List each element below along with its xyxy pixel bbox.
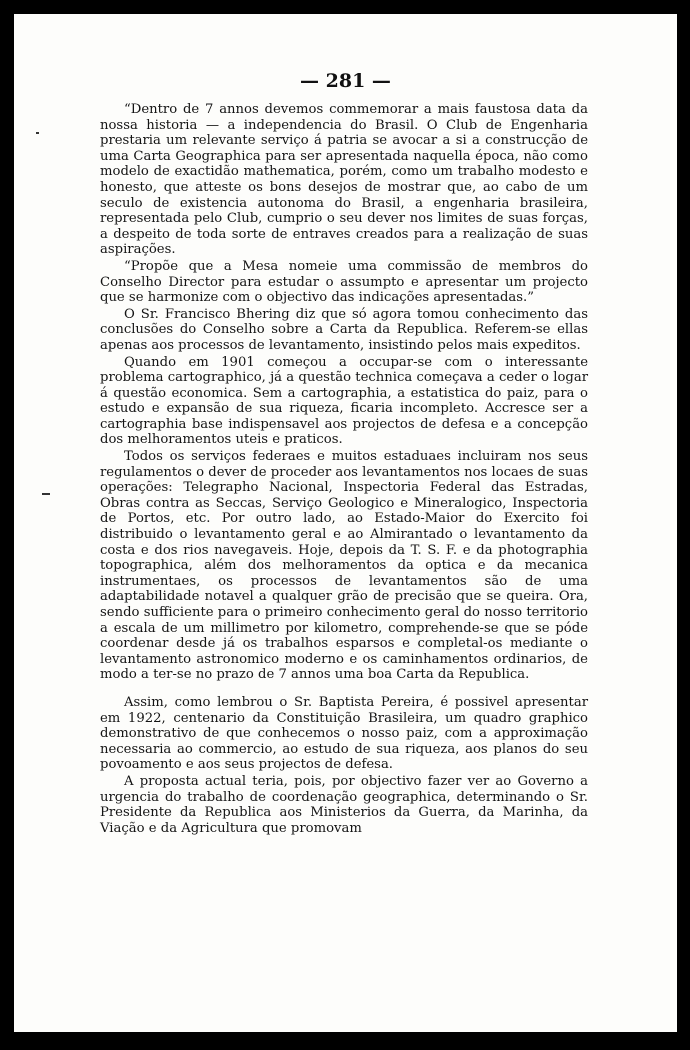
paragraph-servicos: Todos os serviços federaes e muitos estaduaes incluiram nos seus regulamentos o dever de proceder aos levantamentos nos locaes de suas operações: Telegrapho Nacional, Inspectoria Federal das Estradas, Obras contra as Seccas, Serviço Geologico e Mineralogico, Inspectoria de Portos, etc. Por outro lado, ao Estado-Maior do Exercito foi distribuido o levantamento geral e ao Almirantado o levantamento da costa e dos rios navegaveis. Hoje, depois da T. S. F. e da photographia topographica, além dos melhoramentos da optica e da mecanica instrumentaes, os processos de levantamentos são de uma adaptabilidade notavel a qualquer grão de precisão que se queira. Ora, sendo sufficiente para o primeiro conhecimento geral do nosso territorio a escala de um millimetro por kilometro, comprehende-se que se póde coordenar desde já os trabalhos esparsos e completal-os mediante o levantamento astronomico moderno e os caminhamentos ordinarios, de modo a ter-se no prazo de 7 annos uma boa Carta da Republica. [100,449,588,683]
paragraph-1901: Quando em 1901 começou a occupar-se com o interessante problema cartographico, já a questão technica começava a ceder o logar á questão economica. Sem a cartographia, a estatistica do paiz, para o estudo e expansão de sua riqueza, ficaria incompleto. Accresce ser a cartographia base indispensavel aos projectos de defesa e a concepção dos melhoramentos uteis e praticos. [100,354,588,448]
body-text [100,102,588,836]
scanned-page [14,14,677,1032]
page-number: — 281 — [300,70,391,92]
paragraph-bhering: O Sr. Francisco Bhering diz que só agora tomou conhecimento das conclusões do Conselho sobre a Carta da Republica. Referem-se ellas apenas aos processos de levantamento, insistindo pelos mais expeditos. [100,306,588,353]
paragraph-proposta: A proposta actual teria, pois, por objectivo fazer ver ao Governo a urgencia do trabalho de coordenação geographica, determinando o Sr. Presidente da Republica aos Ministerios da Guerra, da Marinha, da Viação e da Agricultura que promovam [100,773,588,836]
paragraph-baptista: Assim, como lembrou o Sr. Baptista Pereira, é possivel apresentar em 1922, centenario da Constituição Brasileira, um quadro graphico demonstrativo de que conhecemos o nosso paiz, com a approximação necessaria ao commercio, ao estudo de sua riqueza, aos planos do seu povoamento e aos seus projectos de defesa. [100,694,588,773]
margin-mark [36,132,39,134]
margin-mark [42,493,50,495]
quote-paragraph-2: “Propõe que a Mesa nomeie uma commissão de membros do Conselho Director para estudar o assumpto e apresentar um projecto que se harmonize com o objectivo das indicações apresentadas.” [100,258,588,306]
quote-paragraph-1: “Dentro de 7 annos devemos commemorar a mais faustosa data da nossa historia — a independencia do Brasil. O Club de Engenharia prestaria um relevante serviço á patria se avocar a si a construcção de uma Carta Geographica para ser apresentada naquella época, não como modelo de exactidão mathematica, porém, como um trabalho modesto e honesto, que atteste os bons desejos de mostrar que, ao cabo de um seculo de existencia autonoma do Brasil, a engenharia brasileira, representada pelo Club, cumprio o seu dever nos limites de suas forças, a despeito de toda sorte de entraves creados para a realização de suas aspirações. [100,102,588,258]
